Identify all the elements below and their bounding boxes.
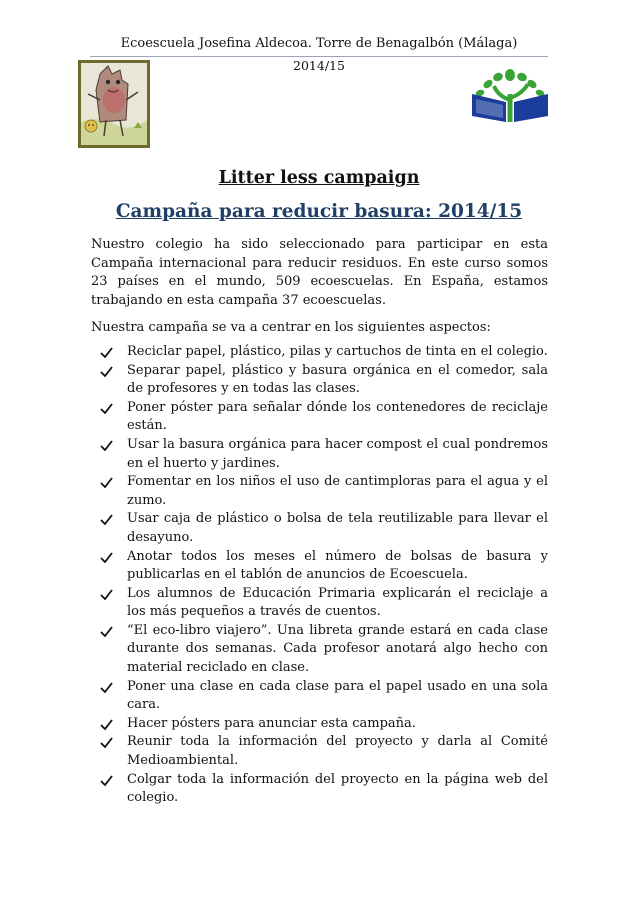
- list-item: [91, 510, 548, 547]
- list-item: [91, 585, 548, 622]
- checkmark-icon: [100, 737, 113, 748]
- list-item: [91, 473, 548, 510]
- list-item-text: Poner una clase en cada clase para el papel usado en una sola cara.: [127, 678, 548, 713]
- list-item-text: Separar papel, plástico y basura orgánica en el comedor, sala de profesores y en todas las clases.: [127, 362, 548, 397]
- checkmark-icon: [100, 775, 113, 786]
- list-item-text: Fomentar en los niños el uso de cantimploras para el agua y el zumo.: [127, 474, 548, 508]
- list-item-text: Los alumnos de Educación Primaria explicarán el reciclaje a los más pequeños a través de cuentos.: [127, 585, 548, 620]
- eco-schools-logo: [470, 66, 550, 124]
- list-item-text: Colgar toda la información del proyecto en la página web del colegio.: [127, 771, 548, 806]
- list-item-text: Usar la basura orgánica para hacer compost el cual pondremos en el huerto y jardines.: [127, 436, 548, 471]
- checkmark-icon: [100, 403, 113, 414]
- checkmark-icon: [100, 477, 113, 488]
- aspects-lead-paragraph: Nuestra campaña se va a centrar en los siguientes aspectos:: [91, 320, 491, 336]
- checkmark-icon: [100, 682, 113, 693]
- campaign-title: Litter less campaign: [218, 168, 420, 188]
- header-rule: [90, 56, 548, 57]
- list-item: [91, 548, 548, 585]
- list-item: [91, 362, 548, 399]
- checkmark-icon: [100, 347, 113, 358]
- campaign-subtitle: Campaña para reducir basura: 2014/15: [115, 201, 523, 222]
- header-school-name: Ecoescuela Josefina Aldecoa. Torre de Benagalbón (Málaga): [120, 36, 518, 51]
- intro-paragraph: Nuestro colegio ha sido seleccionado para participar en esta Campaña internacional para reducir residuos. En este curso somos 23 países en el mundo, 509 ecoescuelas. En España, estamos trabajando en esta campaña 37 ecoescuelas.: [91, 237, 548, 308]
- list-item: [91, 622, 548, 678]
- list-item: [91, 733, 548, 770]
- checkmark-icon: [100, 552, 113, 563]
- list-item: [91, 715, 548, 734]
- list-item: [91, 343, 548, 362]
- checkmark-icon: [100, 719, 113, 730]
- checkmark-icon: [100, 440, 113, 451]
- list-item: [91, 399, 548, 436]
- list-item-text: Hacer pósters para anunciar esta campaña.: [127, 715, 416, 731]
- aspects-list: [91, 343, 548, 808]
- list-item-text: Poner póster para señalar dónde los contenedores de reciclaje están.: [127, 399, 548, 434]
- checkmark-icon: [100, 366, 113, 377]
- children-drawing-image: [78, 60, 150, 148]
- checkmark-icon: [100, 589, 113, 600]
- list-item: [91, 771, 548, 808]
- list-item: [91, 678, 548, 715]
- list-item-text: Reciclar papel, plástico, pilas y cartuchos de tinta en el colegio.: [127, 343, 548, 359]
- list-item-text: Reunir toda la información del proyecto y darla al Comité Medioambiental.: [127, 734, 548, 769]
- document-body: [91, 236, 548, 808]
- header-school-year: 2014/15: [293, 58, 345, 73]
- list-item-text: “El eco-libro viajero”. Una libreta grande estará en cada clase durante dos semanas. Cada profesor anotará algo hecho con material reciclado en clase.: [127, 622, 548, 676]
- list-item-text: Usar caja de plástico o bolsa de tela reutilizable para llevar el desayuno.: [127, 511, 548, 545]
- checkmark-icon: [100, 626, 113, 637]
- list-item: [91, 436, 548, 473]
- checkmark-icon: [100, 514, 113, 525]
- list-item-text: Anotar todos los meses el número de bolsas de basura y publicarlas en el tablón de anuncios de Ecoescuela.: [127, 548, 548, 583]
